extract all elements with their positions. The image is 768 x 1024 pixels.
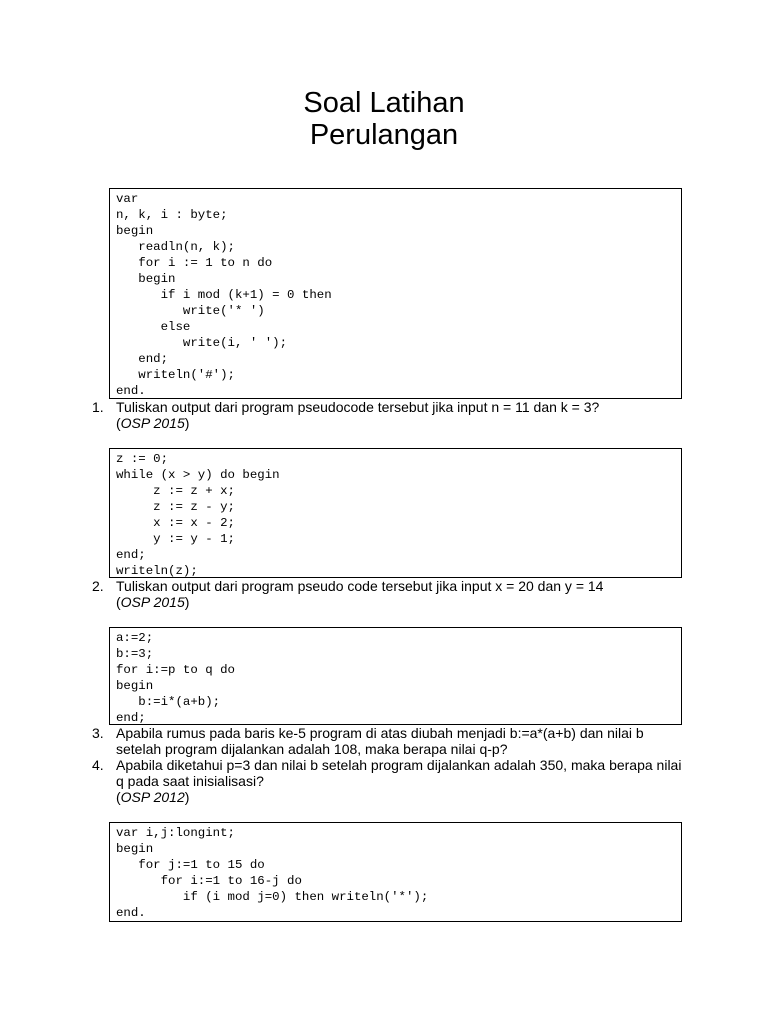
code-line: begin	[116, 842, 154, 856]
code-line: var	[116, 192, 139, 206]
code-line: end;	[116, 548, 146, 562]
code-line: b:=i*(a+b);	[116, 695, 221, 709]
code-line: writeln(z);	[116, 564, 198, 578]
code-line: begin	[116, 679, 154, 693]
code-block-2	[109, 448, 682, 578]
question-number: 1.	[92, 399, 104, 415]
title-line-2: Perulangan	[309, 119, 459, 151]
code-line: if (i mod j=0) then writeln('*');	[116, 890, 429, 904]
question-4	[92, 757, 682, 805]
code-line: write('* ')	[116, 304, 265, 318]
question-2	[92, 578, 682, 610]
question-source: (OSP 2015)	[116, 594, 190, 610]
code-line: z := 0;	[116, 452, 169, 466]
code-line: for i:=p to q do	[116, 663, 235, 677]
code-line: end.	[116, 906, 146, 920]
question-number: 4.	[92, 757, 104, 773]
question-text: Tuliskan output dari program pseudo code tersebut jika input x = 20 dan y = 14	[116, 578, 604, 594]
code-line: for i := 1 to n do	[116, 256, 273, 270]
code-line: else	[116, 320, 191, 334]
code-line: end;	[116, 711, 146, 725]
question-text: Tuliskan output dari program pseudocode tersebut jika input n = 11 dan k = 3?	[116, 399, 600, 415]
code-line: for i:=1 to 16-j do	[116, 874, 302, 888]
question-3	[92, 725, 682, 757]
code-line: write(i, ' ');	[116, 336, 288, 350]
code-line: readln(n, k);	[116, 240, 235, 254]
code-line: begin	[116, 272, 176, 286]
code-line: n, k, i : byte;	[116, 208, 228, 222]
code-block-1	[109, 188, 682, 399]
code-line: var i,j:longint;	[116, 826, 235, 840]
code-line: x := x - 2;	[116, 516, 235, 530]
question-1	[92, 399, 682, 431]
title-line-1: Soal Latihan	[303, 87, 465, 119]
code-line: if i mod (k+1) = 0 then	[116, 288, 332, 302]
code-line: begin	[116, 224, 154, 238]
code-line: end;	[116, 352, 169, 366]
code-line: b:=3;	[116, 647, 154, 661]
code-line: z := z - y;	[116, 500, 235, 514]
question-text: Apabila rumus pada baris ke-5 program di atas diubah menjadi b:=a*(a+b) dan nilai b setelah program dijalankan adalah 108, maka berapa nilai q-p?	[116, 725, 644, 757]
code-line: writeln('#');	[116, 368, 235, 382]
question-source: (OSP 2015)	[116, 415, 190, 431]
code-line: while (x > y) do begin	[116, 468, 280, 482]
code-line: a:=2;	[116, 631, 154, 645]
code-line: z := z + x;	[116, 484, 235, 498]
question-source: (OSP 2012)	[116, 789, 190, 805]
question-text: Apabila diketahui p=3 dan nilai b setelah program dijalankan adalah 350, maka berapa nilai q pada saat inisialisasi?	[116, 757, 682, 789]
question-number: 3.	[92, 725, 104, 741]
page-title	[0, 87, 768, 151]
code-line: y := y - 1;	[116, 532, 235, 546]
code-line: for j:=1 to 15 do	[116, 858, 265, 872]
code-block-4	[109, 822, 682, 922]
code-line: end.	[116, 384, 146, 398]
code-block-3	[109, 627, 682, 725]
question-number: 2.	[92, 578, 104, 594]
